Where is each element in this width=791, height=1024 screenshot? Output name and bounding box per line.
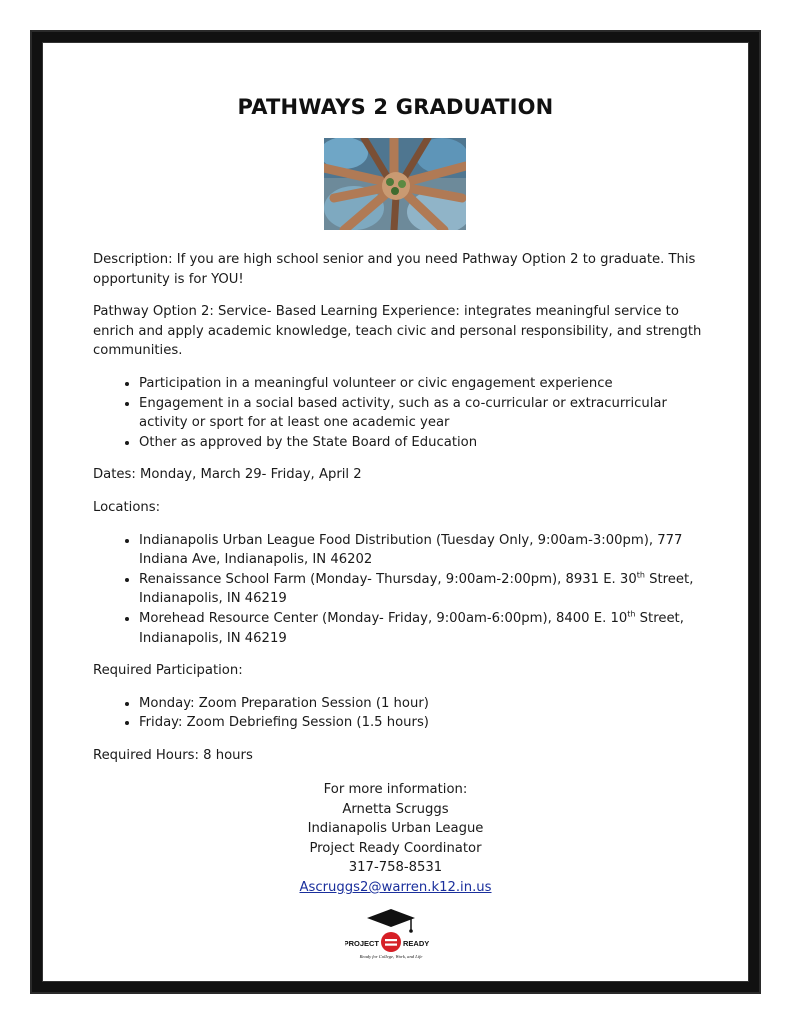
participation-heading: Required Participation: (93, 663, 243, 679)
list-item: • Monday: Zoom Preparation Session (1 hour) (139, 694, 703, 714)
dates-text: Dates: Monday, March 29- Friday, April 2 (93, 467, 362, 483)
list-item: • Other as approved by the State Board of Education (139, 433, 703, 453)
contact-email-link[interactable]: Ascruggs2@warren.k12.in.us (299, 879, 492, 895)
list-item: • Friday: Zoom Debriefing Session (1.5 hours) (139, 713, 703, 733)
volunteer-hands-photo (324, 138, 466, 230)
contact-phone: 317-758-8531 (348, 860, 443, 876)
list-item: • Participation in a meaningful volunteer or civic engagement experience (139, 374, 703, 394)
list-item: • Indianapolis Urban League Food Distribution (Tuesday Only, 9:00am-3:00pm), 777 Indiana Ave, Indianapolis, IN 46202 (139, 531, 703, 570)
list-item: • Engagement in a social based activity, such as a co-curricular or extracurricular activity or sport for at least one academic year (139, 394, 703, 433)
list-item: • Renaissance School Farm (Monday- Thursday, 9:00am-2:00pm), 8931 E. 30th Street, Indianapolis, IN 46219 (139, 570, 703, 609)
flyer-body (93, 250, 703, 778)
list-item: • Morehead Resource Center (Monday- Friday, 9:00am-6:00pm), 8400 E. 10th Street, Indianapolis, IN 46219 (139, 609, 703, 648)
locations-heading: Locations: (93, 499, 161, 515)
description-text: Description: If you are high school senior and you need Pathway Option 2 to graduate. This opportunity is for YOU! (93, 252, 696, 287)
contact-organization: Indianapolis Urban League (307, 821, 484, 837)
required-hours-text: Required Hours: 8 hours (93, 747, 253, 763)
contact-role: Project Ready Coordinator (309, 840, 482, 856)
pathway-option-text: Pathway Option 2: Service- Based Learning Experience: integrates meaningful service to enrich and apply academic knowledge, teach civic and personal responsibility, and strength communities. (93, 304, 702, 359)
page-title: PATHWAYS 2 GRADUATION (237, 95, 554, 119)
logo-word-project: PROJECT (345, 939, 379, 948)
pathway-bullet-list (93, 374, 703, 452)
contact-block (0, 780, 791, 898)
contact-intro: For more information: (323, 782, 468, 797)
locations-list (93, 531, 703, 649)
contact-name: Arnetta Scruggs (342, 801, 449, 817)
logo-tagline: Ready for College, Work, and Life (359, 954, 423, 959)
logo-word-ready: READY (403, 939, 430, 948)
project-ready-logo (345, 906, 437, 962)
participation-list (93, 694, 703, 733)
